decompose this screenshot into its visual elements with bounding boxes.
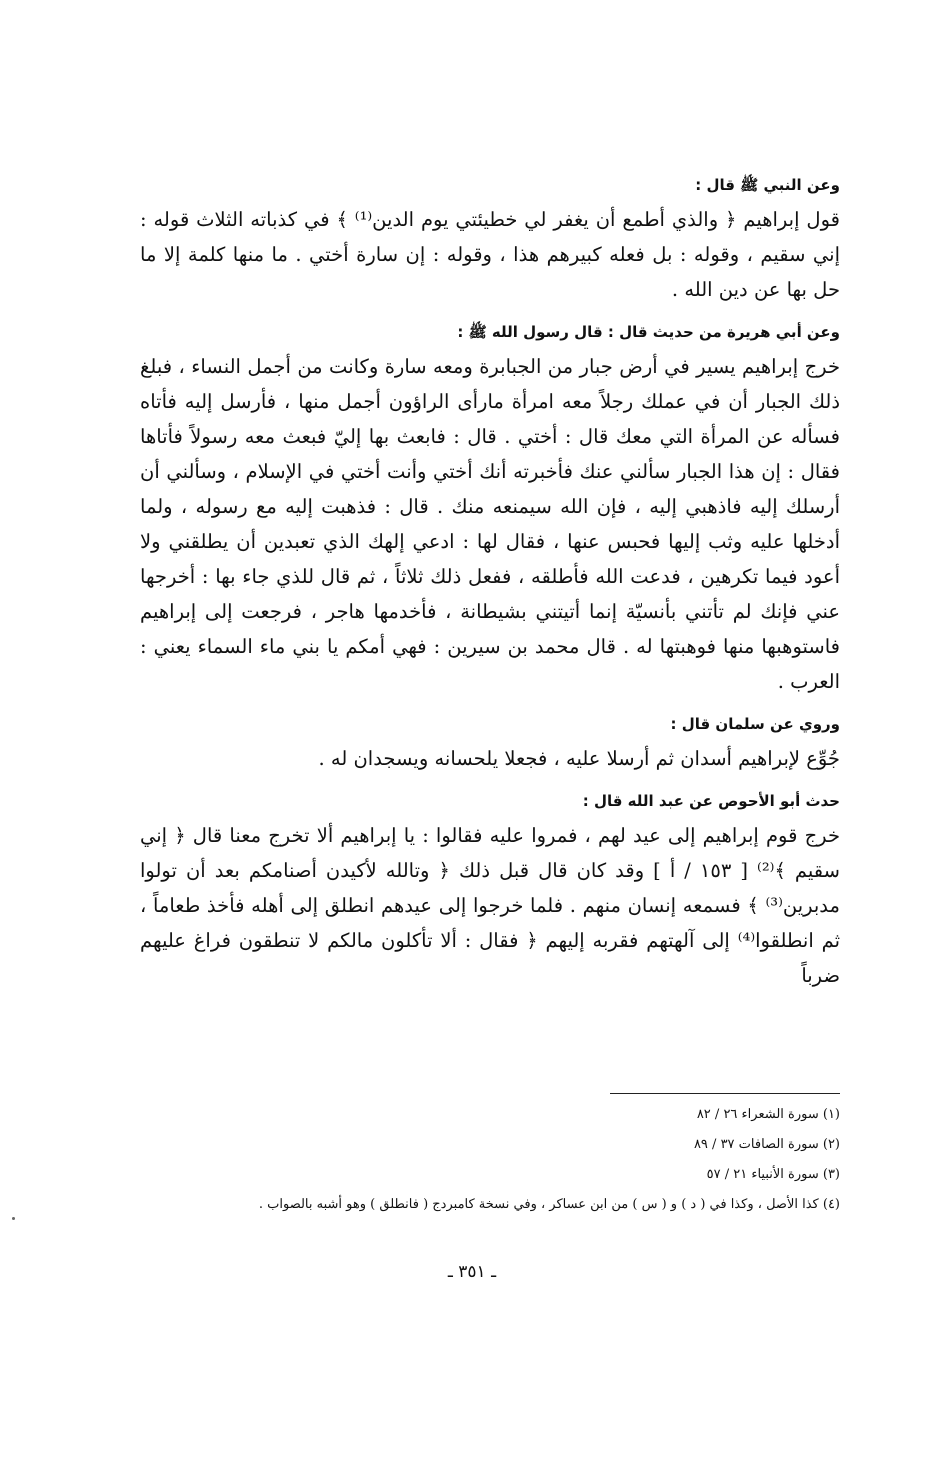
page-body: [140, 168, 840, 1001]
footnote-4: (٤) كذا الأصل ، وكذا في ( د ) و ( س ) من ابن عساكر ، وفي نسخة كامبردج ( فانطلق ) وهو أشبه بالصواب .: [258, 1197, 840, 1212]
page-number: ـ ٣٥١ ـ: [447, 1262, 497, 1282]
footnote-3: (٣) سورة الأنبياء ٢١ / ٥٧: [706, 1167, 840, 1182]
footnote-divider: [610, 1093, 840, 1094]
section-intro: حدث أبو الأحوص عن عبد الله قال :: [582, 792, 840, 810]
section-intro: وعن أبي هريرة من حديث قال : قال رسول الله ﷺ :: [457, 323, 840, 341]
section-intro: وعن النبي ﷺ قال :: [695, 176, 840, 194]
scan-speck: [12, 1217, 15, 1220]
section-2: [140, 315, 840, 699]
footnotes: [140, 1093, 840, 1220]
section-text: خرج قوم إبراهيم إلى عيد لهم ، فمروا عليه فقالوا : يا إبراهيم ألا تخرج معنا قال ﴿ إني سقيم ﴾⁽²⁾ [ ١٥٣ / أ ] وقد كان قال قبل ذلك ﴿ وتالله لأكيدن أصنامكم بعد أن تولوا مدبرين⁽³⁾ ﴾ فسمعه إنسان منهم . فلما خرجوا إلى عيدهم انطلق إلى أهله فأخذ طعاماً ، ثم انطلقوا⁽⁴⁾ إلى آلهتهم فقربه إليهم ﴿ فقال : ألا تأكلون مالكم لا تنطقون فراغ عليهم ضرباً: [140, 824, 840, 987]
section-text: خرج إبراهيم يسير في أرض جبار من الجبابرة ومعه سارة وكانت من أجمل النساء ، فبلغ ذلك الجبار أن في عملك رجلاً معه امرأة مارأى الراؤون أجمل منها ، فأرسل إليه فأتاه فسأله عن المرأة التي معك قال : أختي . قال : فابعث بها إليّ فبعث معه رسولاً فأتاها فقال : إن هذا الجبار سألني عنك فأخبرته أنك أختي وأنت أختي في الإسلام ، وسألني أن أرسلك إليه فاذهبي إليه ، فإن الله سيمنعه منك . قال : فذهبت إليه مع رسوله ، ولما أدخلها عليه وثب إليها فحبس عنها ، فقال لها : ادعي إلهك الذي تعبدين أن يطلقني ولا أعود فيما تكرهين ، فدعت الله فأطلقه ، ففعل ذلك ثلاثاً ، ثم قال للذي جاء بها : أخرجها عني فإنك لم تأتني بأنسيّة إنما أتيتني بشيطانة ، فأخدمها هاجر ، فرجعت إلى إبراهيم فاستوهبها منها فوهبتها له . قال محمد بن سيرين : فهي أمكم يا بني ماء السماء يعني : العرب .: [140, 355, 840, 693]
section-text: قول إبراهيم ﴿ والذي أطمع أن يغفر لي خطيئتي يوم الدين⁽¹⁾ ﴾ في كذباته الثلاث قوله : إني سقيم ، وقوله : بل فعله كبيرهم هذا ، وقوله : إن سارة أختي . ما منها كلمة إلا ما حل بها عن دين الله .: [140, 208, 840, 301]
footnote-2: (٢) سورة الصافات ٣٧ / ٨٩: [693, 1137, 840, 1152]
section-1: [140, 168, 840, 307]
footnote-1: (١) سورة الشعراء ٢٦ / ٨٢: [696, 1107, 840, 1122]
section-3: [140, 707, 840, 776]
section-text: جُوِّع لإبراهيم أسدان ثم أرسلا عليه ، فجعلا يلحسانه ويسجدان له .: [318, 747, 840, 770]
section-4: [140, 784, 840, 993]
section-intro: وروي عن سلمان قال :: [670, 715, 840, 733]
